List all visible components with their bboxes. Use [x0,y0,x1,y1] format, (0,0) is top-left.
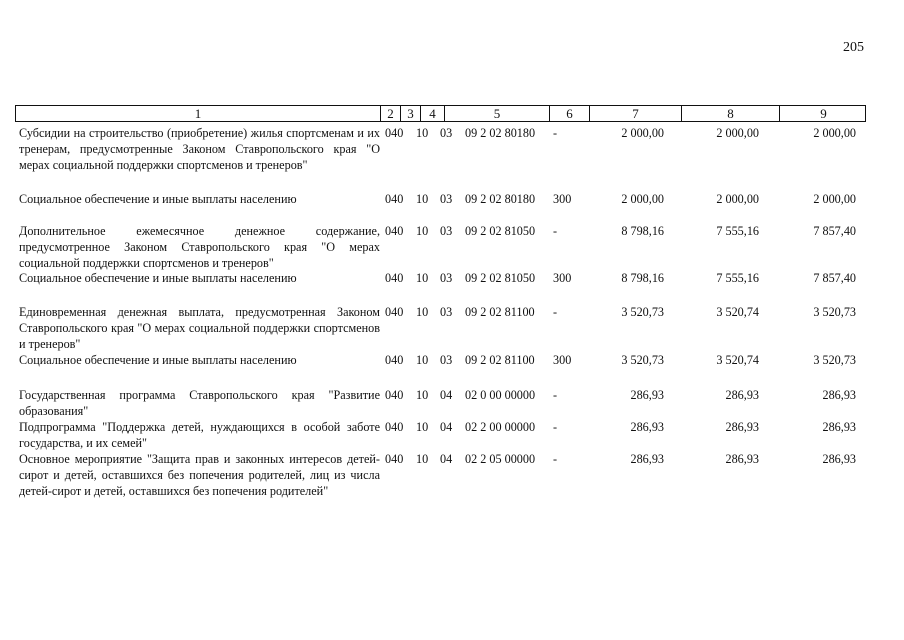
row-subsection-code: 03 [440,192,453,206]
row-section-code: 10 [416,452,429,466]
row-amount-col-8: 286,93 [725,388,759,402]
table-header [15,105,866,122]
row-ministry-code: 040 [385,271,404,285]
row-amount-col-9: 7 857,40 [813,224,856,238]
row-amount-col-7: 8 798,16 [621,271,664,285]
row-amount-col-7: 3 520,73 [621,353,664,367]
row-target-code: 09 2 02 80180 [465,192,536,206]
row-name: Социальное обеспечение и иные выплаты населению [19,353,297,367]
row-section-code: 10 [416,224,429,238]
row-subsection-code: 03 [440,224,453,238]
row-ministry-code: 040 [385,126,404,140]
row-name: Социальное обеспечение и иные выплаты населению [19,271,297,285]
row-expense-type: - [553,224,558,238]
row-section-code: 10 [416,305,429,319]
page-number: 205 [843,40,864,55]
row-section-code: 10 [416,420,429,434]
row-amount-col-9: 2 000,00 [813,126,856,140]
header-col-6: 6 [550,106,590,121]
row-amount-col-7: 286,93 [630,420,664,434]
row-name: Социальное обеспечение и иные выплаты населению [19,192,297,206]
row-ministry-code: 040 [385,353,404,367]
row-target-code: 09 2 02 80180 [465,126,536,140]
row-expense-type: - [553,126,558,140]
row-name: Дополнительное ежемесячное денежное содержание, предусмотренное Законом Ставропольского края "О мерах социальной поддержки спортсменов и тренеров" [19,224,380,270]
row-target-code: 02 2 00 00000 [465,420,536,434]
row-section-code: 10 [416,271,429,285]
row-amount-col-8: 286,93 [725,420,759,434]
row-amount-col-8: 3 520,74 [716,353,759,367]
row-target-code: 09 2 02 81050 [465,224,536,238]
header-col-5: 5 [445,106,550,121]
row-amount-col-8: 7 555,16 [716,224,759,238]
row-amount-col-7: 3 520,73 [621,305,664,319]
row-amount-col-8: 3 520,74 [716,305,759,319]
row-ministry-code: 040 [385,305,404,319]
row-amount-col-9: 2 000,00 [813,192,856,206]
row-subsection-code: 03 [440,353,453,367]
row-amount-col-9: 286,93 [822,388,856,402]
header-col-7: 7 [590,106,682,121]
header-col-1: 1 [16,106,381,121]
row-expense-type: - [553,420,558,434]
row-subsection-code: 03 [440,271,453,285]
row-expense-type: - [553,305,558,319]
row-amount-col-9: 286,93 [822,420,856,434]
row-expense-type: - [553,388,558,402]
row-ministry-code: 040 [385,192,404,206]
row-expense-type: 300 [553,192,572,206]
row-amount-col-8: 2 000,00 [716,126,759,140]
header-col-8: 8 [682,106,780,121]
row-expense-type: 300 [553,353,572,367]
row-amount-col-9: 3 520,73 [813,305,856,319]
header-col-9: 9 [820,106,827,121]
row-amount-col-9: 3 520,73 [813,353,856,367]
row-expense-type: - [553,452,558,466]
header-col-4: 4 [421,106,445,121]
row-amount-col-7: 286,93 [630,452,664,466]
row-target-code: 02 2 05 00000 [465,452,536,466]
row-name: Подпрограмма "Поддержка детей, нуждающихся в особой заботе государства, и их семей" [19,420,380,450]
row-subsection-code: 04 [440,420,453,434]
row-subsection-code: 04 [440,388,453,402]
row-name: Основное мероприятие "Защита прав и законных интересов детей-сирот и детей, оставшихся без попечения родителей, лиц из числа детей-сирот и детей, оставшихся без попечения родителей" [19,452,380,498]
row-section-code: 10 [416,388,429,402]
row-target-code: 02 0 00 00000 [465,388,536,402]
row-subsection-code: 04 [440,452,453,466]
row-name: Субсидии на строительство (приобретение) жилья спортсменам и их тренерам, предусмотренные Законом Ставропольского края "О мерах социальной поддержки спортсменов и тренеров" [19,126,380,172]
row-amount-col-7: 2 000,00 [621,126,664,140]
row-subsection-code: 03 [440,305,453,319]
row-name: Государственная программа Ставропольского края "Развитие образования" [19,388,380,418]
row-ministry-code: 040 [385,452,404,466]
row-section-code: 10 [416,192,429,206]
row-amount-col-9: 7 857,40 [813,271,856,285]
row-section-code: 10 [416,353,429,367]
row-amount-col-8: 286,93 [725,452,759,466]
row-target-code: 09 2 02 81050 [465,271,536,285]
row-amount-col-7: 286,93 [630,388,664,402]
row-expense-type: 300 [553,271,572,285]
row-amount-col-9: 286,93 [822,452,856,466]
row-amount-col-8: 7 555,16 [716,271,759,285]
header-col-2: 2 [381,106,401,121]
row-target-code: 09 2 02 81100 [465,353,535,367]
row-target-code: 09 2 02 81100 [465,305,535,319]
row-ministry-code: 040 [385,224,404,238]
row-subsection-code: 03 [440,126,453,140]
row-ministry-code: 040 [385,388,404,402]
row-amount-col-7: 2 000,00 [621,192,664,206]
row-name: Единовременная денежная выплата, предусмотренная Законом Ставропольского края "О мерах социальной поддержки спортсменов и тренеров" [19,305,380,351]
row-ministry-code: 040 [385,420,404,434]
row-amount-col-8: 2 000,00 [716,192,759,206]
header-col-3: 3 [401,106,421,121]
row-section-code: 10 [416,126,429,140]
row-amount-col-7: 8 798,16 [621,224,664,238]
